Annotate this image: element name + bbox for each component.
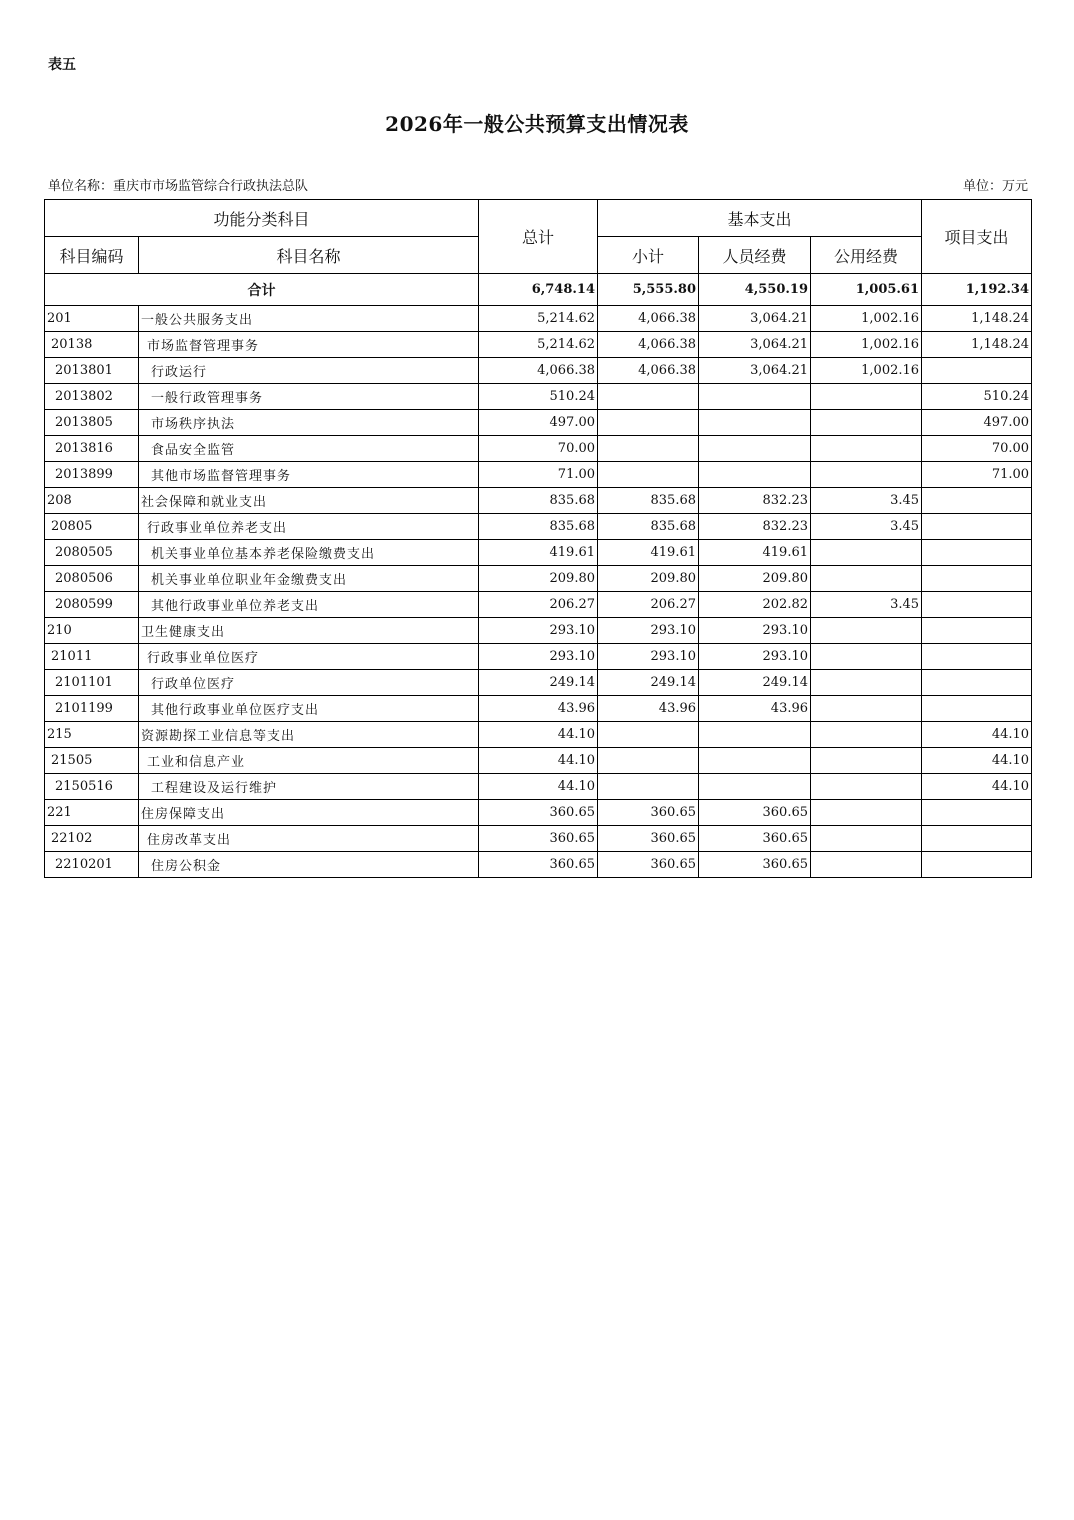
cell-code: 210 bbox=[45, 618, 139, 644]
table-row bbox=[45, 774, 1032, 800]
header-subtotal: 小计 bbox=[598, 237, 699, 274]
cell-project bbox=[922, 670, 1032, 696]
cell-public bbox=[811, 462, 922, 488]
cell-project: 1,148.24 bbox=[922, 332, 1032, 358]
cell-subtotal: 360.65 bbox=[598, 826, 699, 852]
cell-code: 2013801 bbox=[45, 358, 139, 384]
cell-public bbox=[811, 670, 922, 696]
cell-subtotal: 206.27 bbox=[598, 592, 699, 618]
cell-subtotal: 360.65 bbox=[598, 852, 699, 878]
cell-code: 21011 bbox=[45, 644, 139, 670]
cell-personnel: 43.96 bbox=[699, 696, 811, 722]
table-body bbox=[45, 306, 1032, 878]
cell-public bbox=[811, 566, 922, 592]
cell-public: 3.45 bbox=[811, 592, 922, 618]
cell-personnel: 360.65 bbox=[699, 826, 811, 852]
cell-public bbox=[811, 826, 922, 852]
cell-name: 其他行政事业单位医疗支出 bbox=[139, 696, 479, 722]
cell-name: 行政事业单位医疗 bbox=[139, 644, 479, 670]
cell-name: 工程建设及运行维护 bbox=[139, 774, 479, 800]
table-row bbox=[45, 514, 1032, 540]
cell-project bbox=[922, 644, 1032, 670]
cell-total: 510.24 bbox=[479, 384, 598, 410]
cell-personnel: 293.10 bbox=[699, 618, 811, 644]
cell-subtotal: 360.65 bbox=[598, 800, 699, 826]
cell-public bbox=[811, 748, 922, 774]
table-header bbox=[45, 200, 1032, 274]
cell-code: 221 bbox=[45, 800, 139, 826]
cell-public bbox=[811, 722, 922, 748]
total-project: 1,192.34 bbox=[922, 274, 1032, 306]
cell-total: 293.10 bbox=[479, 618, 598, 644]
cell-project bbox=[922, 696, 1032, 722]
cell-total: 44.10 bbox=[479, 722, 598, 748]
cell-personnel: 209.80 bbox=[699, 566, 811, 592]
cell-project: 70.00 bbox=[922, 436, 1032, 462]
cell-total: 249.14 bbox=[479, 670, 598, 696]
cell-code: 2101199 bbox=[45, 696, 139, 722]
cell-subtotal bbox=[598, 410, 699, 436]
table-row bbox=[45, 332, 1032, 358]
cell-code: 2080599 bbox=[45, 592, 139, 618]
cell-personnel bbox=[699, 462, 811, 488]
cell-personnel: 360.65 bbox=[699, 800, 811, 826]
cell-public bbox=[811, 410, 922, 436]
cell-subtotal bbox=[598, 436, 699, 462]
cell-personnel: 293.10 bbox=[699, 644, 811, 670]
cell-total: 497.00 bbox=[479, 410, 598, 436]
table-row bbox=[45, 644, 1032, 670]
cell-name: 食品安全监管 bbox=[139, 436, 479, 462]
cell-name: 行政事业单位养老支出 bbox=[139, 514, 479, 540]
table-row bbox=[45, 566, 1032, 592]
cell-public: 3.45 bbox=[811, 514, 922, 540]
cell-code: 20805 bbox=[45, 514, 139, 540]
cell-public bbox=[811, 696, 922, 722]
total-public: 1,005.61 bbox=[811, 274, 922, 306]
cell-project: 497.00 bbox=[922, 410, 1032, 436]
header-function-category: 功能分类科目 bbox=[45, 200, 479, 237]
header-project: 项目支出 bbox=[922, 200, 1032, 274]
cell-name: 一般公共服务支出 bbox=[139, 306, 479, 332]
cell-code: 215 bbox=[45, 722, 139, 748]
cell-subtotal: 43.96 bbox=[598, 696, 699, 722]
cell-code: 20138 bbox=[45, 332, 139, 358]
cell-total: 44.10 bbox=[479, 774, 598, 800]
header-basic: 基本支出 bbox=[598, 200, 922, 237]
cell-public: 1,002.16 bbox=[811, 306, 922, 332]
total-row bbox=[45, 274, 1032, 306]
cell-personnel bbox=[699, 722, 811, 748]
cell-project bbox=[922, 852, 1032, 878]
total-subtotal: 5,555.80 bbox=[598, 274, 699, 306]
cell-code: 208 bbox=[45, 488, 139, 514]
cell-name: 行政运行 bbox=[139, 358, 479, 384]
table-row bbox=[45, 540, 1032, 566]
cell-name: 市场秩序执法 bbox=[139, 410, 479, 436]
cell-total: 5,214.62 bbox=[479, 306, 598, 332]
header-code: 科目编码 bbox=[45, 237, 139, 274]
cell-personnel: 3,064.21 bbox=[699, 306, 811, 332]
cell-public: 3.45 bbox=[811, 488, 922, 514]
cell-total: 360.65 bbox=[479, 826, 598, 852]
table-row bbox=[45, 696, 1032, 722]
cell-personnel: 832.23 bbox=[699, 488, 811, 514]
cell-subtotal: 293.10 bbox=[598, 644, 699, 670]
budget-table bbox=[44, 199, 1032, 878]
cell-total: 4,066.38 bbox=[479, 358, 598, 384]
total-label: 合计 bbox=[45, 274, 479, 306]
table-row bbox=[45, 462, 1032, 488]
cell-project: 1,148.24 bbox=[922, 306, 1032, 332]
cell-total: 835.68 bbox=[479, 514, 598, 540]
cell-project: 510.24 bbox=[922, 384, 1032, 410]
cell-name: 住房改革支出 bbox=[139, 826, 479, 852]
cell-code: 2101101 bbox=[45, 670, 139, 696]
cell-project bbox=[922, 592, 1032, 618]
cell-personnel bbox=[699, 384, 811, 410]
cell-personnel: 202.82 bbox=[699, 592, 811, 618]
cell-name: 住房公积金 bbox=[139, 852, 479, 878]
table-row bbox=[45, 670, 1032, 696]
cell-name: 机关事业单位基本养老保险缴费支出 bbox=[139, 540, 479, 566]
cell-code: 2210201 bbox=[45, 852, 139, 878]
cell-code: 2013816 bbox=[45, 436, 139, 462]
total-personnel: 4,550.19 bbox=[699, 274, 811, 306]
cell-public bbox=[811, 540, 922, 566]
cell-personnel bbox=[699, 410, 811, 436]
cell-subtotal: 209.80 bbox=[598, 566, 699, 592]
cell-project: 71.00 bbox=[922, 462, 1032, 488]
cell-subtotal: 835.68 bbox=[598, 514, 699, 540]
cell-code: 21505 bbox=[45, 748, 139, 774]
cell-project bbox=[922, 488, 1032, 514]
cell-public bbox=[811, 852, 922, 878]
table-row bbox=[45, 306, 1032, 332]
cell-total: 835.68 bbox=[479, 488, 598, 514]
cell-project bbox=[922, 826, 1032, 852]
table-row bbox=[45, 384, 1032, 410]
cell-total: 419.61 bbox=[479, 540, 598, 566]
cell-public bbox=[811, 384, 922, 410]
cell-code: 2013802 bbox=[45, 384, 139, 410]
cell-code: 201 bbox=[45, 306, 139, 332]
cell-personnel: 832.23 bbox=[699, 514, 811, 540]
cell-total: 5,214.62 bbox=[479, 332, 598, 358]
cell-total: 43.96 bbox=[479, 696, 598, 722]
cell-name: 工业和信息产业 bbox=[139, 748, 479, 774]
unit-money: 单位：万元 bbox=[962, 179, 1028, 194]
cell-project bbox=[922, 566, 1032, 592]
header-personnel: 人员经费 bbox=[699, 237, 811, 274]
cell-name: 其他行政事业单位养老支出 bbox=[139, 592, 479, 618]
table-row bbox=[45, 800, 1032, 826]
total-total: 6,748.14 bbox=[479, 274, 598, 306]
header-name: 科目名称 bbox=[139, 237, 479, 274]
cell-personnel bbox=[699, 436, 811, 462]
cell-subtotal: 4,066.38 bbox=[598, 332, 699, 358]
table-row bbox=[45, 852, 1032, 878]
cell-total: 293.10 bbox=[479, 644, 598, 670]
cell-public bbox=[811, 436, 922, 462]
cell-total: 360.65 bbox=[479, 852, 598, 878]
cell-subtotal bbox=[598, 722, 699, 748]
cell-subtotal bbox=[598, 748, 699, 774]
cell-name: 行政单位医疗 bbox=[139, 670, 479, 696]
table-row bbox=[45, 410, 1032, 436]
cell-subtotal: 4,066.38 bbox=[598, 358, 699, 384]
cell-code: 2150516 bbox=[45, 774, 139, 800]
table-row bbox=[45, 722, 1032, 748]
cell-name: 住房保障支出 bbox=[139, 800, 479, 826]
cell-project bbox=[922, 514, 1032, 540]
cell-name: 卫生健康支出 bbox=[139, 618, 479, 644]
cell-name: 一般行政管理事务 bbox=[139, 384, 479, 410]
cell-subtotal: 293.10 bbox=[598, 618, 699, 644]
cell-code: 2080506 bbox=[45, 566, 139, 592]
cell-total: 71.00 bbox=[479, 462, 598, 488]
cell-personnel: 360.65 bbox=[699, 852, 811, 878]
cell-personnel: 249.14 bbox=[699, 670, 811, 696]
table-row bbox=[45, 618, 1032, 644]
sheet-label: 表五 bbox=[48, 57, 76, 73]
cell-name: 其他市场监督管理事务 bbox=[139, 462, 479, 488]
cell-project: 44.10 bbox=[922, 722, 1032, 748]
table-row bbox=[45, 436, 1032, 462]
cell-subtotal bbox=[598, 384, 699, 410]
cell-total: 44.10 bbox=[479, 748, 598, 774]
cell-name: 机关事业单位职业年金缴费支出 bbox=[139, 566, 479, 592]
cell-public bbox=[811, 618, 922, 644]
cell-subtotal: 249.14 bbox=[598, 670, 699, 696]
cell-total: 70.00 bbox=[479, 436, 598, 462]
header-total: 总计 bbox=[479, 200, 598, 274]
cell-project: 44.10 bbox=[922, 774, 1032, 800]
header-public: 公用经费 bbox=[811, 237, 922, 274]
cell-project bbox=[922, 800, 1032, 826]
cell-public: 1,002.16 bbox=[811, 332, 922, 358]
cell-public: 1,002.16 bbox=[811, 358, 922, 384]
cell-name: 市场监督管理事务 bbox=[139, 332, 479, 358]
cell-code: 2013805 bbox=[45, 410, 139, 436]
cell-subtotal: 4,066.38 bbox=[598, 306, 699, 332]
cell-total: 206.27 bbox=[479, 592, 598, 618]
cell-project bbox=[922, 358, 1032, 384]
table-row bbox=[45, 592, 1032, 618]
cell-code: 2080505 bbox=[45, 540, 139, 566]
cell-total: 209.80 bbox=[479, 566, 598, 592]
table-row bbox=[45, 748, 1032, 774]
cell-public bbox=[811, 800, 922, 826]
cell-project: 44.10 bbox=[922, 748, 1032, 774]
cell-code: 22102 bbox=[45, 826, 139, 852]
page-title: 2026年一般公共预算支出情况表 bbox=[385, 112, 689, 136]
cell-subtotal: 835.68 bbox=[598, 488, 699, 514]
cell-personnel: 3,064.21 bbox=[699, 358, 811, 384]
cell-code: 2013899 bbox=[45, 462, 139, 488]
cell-personnel: 3,064.21 bbox=[699, 332, 811, 358]
cell-public bbox=[811, 774, 922, 800]
cell-name: 资源勘探工业信息等支出 bbox=[139, 722, 479, 748]
unit-name: 单位名称：重庆市市场监管综合行政执法总队 bbox=[48, 179, 309, 194]
cell-public bbox=[811, 644, 922, 670]
cell-name: 社会保障和就业支出 bbox=[139, 488, 479, 514]
cell-personnel bbox=[699, 748, 811, 774]
cell-subtotal bbox=[598, 774, 699, 800]
cell-subtotal: 419.61 bbox=[598, 540, 699, 566]
cell-project bbox=[922, 540, 1032, 566]
cell-subtotal bbox=[598, 462, 699, 488]
cell-personnel bbox=[699, 774, 811, 800]
table-row bbox=[45, 488, 1032, 514]
cell-personnel: 419.61 bbox=[699, 540, 811, 566]
table-row bbox=[45, 826, 1032, 852]
cell-project bbox=[922, 618, 1032, 644]
cell-total: 360.65 bbox=[479, 800, 598, 826]
table-row bbox=[45, 358, 1032, 384]
